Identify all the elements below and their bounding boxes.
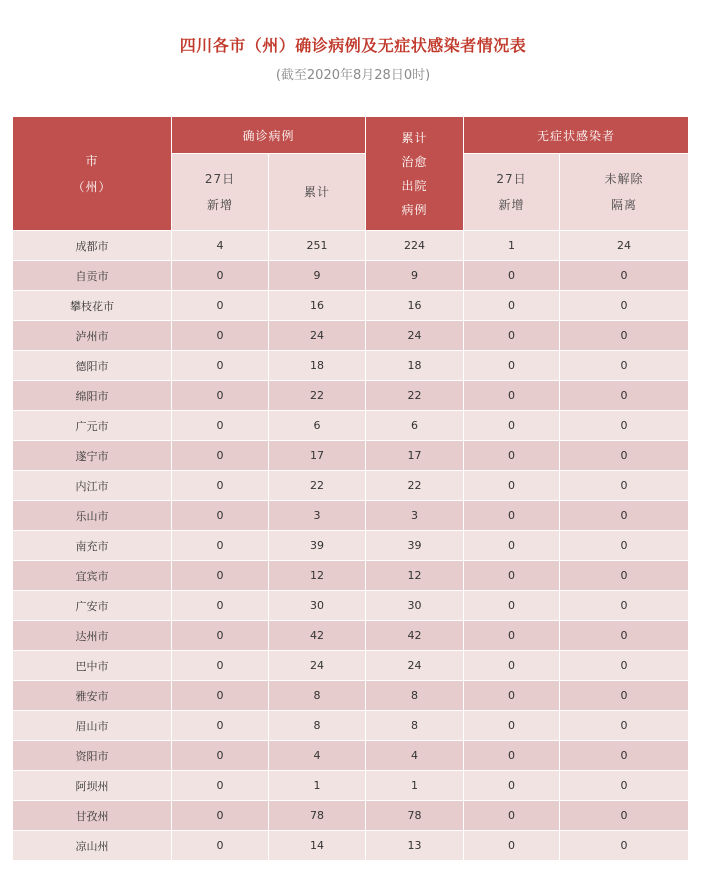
cell-total: 6 [269, 411, 366, 441]
cell-recovered: 39 [366, 531, 464, 561]
table-row [13, 501, 689, 531]
page-subtitle: (截至2020年8月28日0时) [275, 68, 431, 83]
cell-recovered: 22 [366, 471, 464, 501]
cell-new: 0 [172, 801, 269, 831]
cell-new: 0 [172, 771, 269, 801]
header-new-27-line2: 新增 [206, 198, 233, 212]
cell-recovered: 22 [366, 381, 464, 411]
header-recovered [366, 117, 464, 231]
cell-isolation: 0 [560, 651, 689, 681]
cell-total: 30 [269, 591, 366, 621]
header-unreleased [560, 154, 689, 231]
cell-recovered: 78 [366, 801, 464, 831]
header-asym-new-27 [464, 154, 560, 231]
cell-new: 0 [172, 261, 269, 291]
header-city-line1: 市 [85, 153, 99, 168]
cell-isolation: 0 [560, 771, 689, 801]
cell-recovered: 8 [366, 711, 464, 741]
cell-total: 24 [269, 321, 366, 351]
cell-city: 绵阳市 [13, 381, 172, 411]
cell-new: 0 [172, 471, 269, 501]
header-new-27-line1: 27日 [204, 172, 236, 186]
cell-total: 251 [269, 231, 366, 261]
cell-asym-new: 0 [464, 501, 560, 531]
cell-city: 自贡市 [13, 261, 172, 291]
cell-isolation: 0 [560, 681, 689, 711]
cell-total: 1 [269, 771, 366, 801]
cell-city: 眉山市 [13, 711, 172, 741]
cell-recovered: 24 [366, 651, 464, 681]
cell-new: 0 [172, 591, 269, 621]
cell-total: 8 [269, 711, 366, 741]
cell-isolation: 0 [560, 711, 689, 741]
cell-recovered: 30 [366, 591, 464, 621]
cell-asym-new: 0 [464, 801, 560, 831]
cell-city: 宜宾市 [13, 561, 172, 591]
table-row [13, 711, 689, 741]
cell-city: 凉山州 [13, 831, 172, 861]
table-row [13, 291, 689, 321]
cell-isolation: 0 [560, 351, 689, 381]
cell-isolation: 0 [560, 261, 689, 291]
cell-new: 0 [172, 531, 269, 561]
cell-isolation: 0 [560, 561, 689, 591]
cell-total: 22 [269, 471, 366, 501]
cell-recovered: 18 [366, 351, 464, 381]
header-recovered-line2: 治愈 [401, 154, 428, 169]
table-row [13, 261, 689, 291]
cell-total: 42 [269, 621, 366, 651]
cell-isolation: 0 [560, 591, 689, 621]
cell-asym-new: 0 [464, 471, 560, 501]
header-asymptomatic-group: 无症状感染者 [464, 117, 689, 154]
cell-total: 78 [269, 801, 366, 831]
cell-isolation: 24 [560, 231, 689, 261]
table-row [13, 801, 689, 831]
table-row [13, 771, 689, 801]
cell-city: 雅安市 [13, 681, 172, 711]
table-row [13, 831, 689, 861]
cell-new: 0 [172, 501, 269, 531]
cell-recovered: 17 [366, 441, 464, 471]
cell-city: 泸州市 [13, 321, 172, 351]
cell-asym-new: 0 [464, 531, 560, 561]
table-row [13, 351, 689, 381]
cell-asym-new: 0 [464, 561, 560, 591]
header-asym-new-line1: 27日 [496, 172, 527, 186]
cell-recovered: 16 [366, 291, 464, 321]
header-unreleased-line1: 未解除 [604, 172, 644, 186]
cell-new: 0 [172, 711, 269, 741]
cell-city: 攀枝花市 [13, 291, 172, 321]
cell-new: 0 [172, 741, 269, 771]
cell-new: 0 [172, 291, 269, 321]
table-row [13, 321, 689, 351]
cell-new: 0 [172, 411, 269, 441]
cell-total: 24 [269, 651, 366, 681]
cell-asym-new: 0 [464, 591, 560, 621]
cell-city: 广元市 [13, 411, 172, 441]
cell-recovered: 9 [366, 261, 464, 291]
cell-isolation: 0 [560, 501, 689, 531]
cell-isolation: 0 [560, 381, 689, 411]
cell-city: 巴中市 [13, 651, 172, 681]
cell-isolation: 0 [560, 441, 689, 471]
header-asym-new-line2: 新增 [498, 198, 525, 212]
cell-total: 16 [269, 291, 366, 321]
cell-total: 12 [269, 561, 366, 591]
cell-new: 4 [172, 231, 269, 261]
cell-isolation: 0 [560, 291, 689, 321]
cell-total: 18 [269, 351, 366, 381]
cell-recovered: 24 [366, 321, 464, 351]
cell-city: 德阳市 [13, 351, 172, 381]
table-body [13, 231, 689, 861]
cell-city: 内江市 [13, 471, 172, 501]
cell-asym-new: 1 [464, 231, 560, 261]
cell-asym-new: 0 [464, 741, 560, 771]
cell-recovered: 8 [366, 681, 464, 711]
cell-new: 0 [172, 831, 269, 861]
cell-new: 0 [172, 681, 269, 711]
cell-asym-new: 0 [464, 291, 560, 321]
table-row [13, 471, 689, 501]
cell-city: 甘孜州 [13, 801, 172, 831]
header-recovered-line3: 出院 [401, 178, 428, 193]
cell-recovered: 13 [366, 831, 464, 861]
cell-total: 4 [269, 741, 366, 771]
table-row [13, 591, 689, 621]
cell-total: 3 [269, 501, 366, 531]
cell-total: 39 [269, 531, 366, 561]
header-confirmed-group: 确诊病例 [172, 117, 366, 154]
table-row [13, 651, 689, 681]
cell-asym-new: 0 [464, 381, 560, 411]
table-row [13, 681, 689, 711]
cell-city: 资阳市 [13, 741, 172, 771]
cell-asym-new: 0 [464, 681, 560, 711]
cell-asym-new: 0 [464, 711, 560, 741]
cell-isolation: 0 [560, 831, 689, 861]
page-title: 四川各市（州）确诊病例及无症状感染者情况表 [179, 36, 527, 55]
cell-new: 0 [172, 321, 269, 351]
table-row [13, 531, 689, 561]
cell-isolation: 0 [560, 321, 689, 351]
cell-asym-new: 0 [464, 261, 560, 291]
table-row [13, 231, 689, 261]
cell-asym-new: 0 [464, 441, 560, 471]
cell-recovered: 6 [366, 411, 464, 441]
header-city [13, 117, 172, 231]
cell-city: 南充市 [13, 531, 172, 561]
cell-new: 0 [172, 351, 269, 381]
table-row [13, 411, 689, 441]
cell-recovered: 224 [366, 231, 464, 261]
cell-total: 9 [269, 261, 366, 291]
cell-recovered: 1 [366, 771, 464, 801]
table-row [13, 561, 689, 591]
cell-city: 广安市 [13, 591, 172, 621]
header-recovered-line1: 累计 [401, 130, 428, 145]
cell-asym-new: 0 [464, 651, 560, 681]
header-unreleased-line2: 隔离 [611, 198, 638, 212]
table-row [13, 381, 689, 411]
cell-new: 0 [172, 441, 269, 471]
cell-total: 22 [269, 381, 366, 411]
cell-recovered: 3 [366, 501, 464, 531]
cell-asym-new: 0 [464, 621, 560, 651]
cell-city: 乐山市 [13, 501, 172, 531]
cell-asym-new: 0 [464, 411, 560, 441]
cell-total: 17 [269, 441, 366, 471]
cell-new: 0 [172, 561, 269, 591]
cell-isolation: 0 [560, 621, 689, 651]
cell-asym-new: 0 [464, 831, 560, 861]
cell-isolation: 0 [560, 741, 689, 771]
cell-isolation: 0 [560, 801, 689, 831]
cell-recovered: 42 [366, 621, 464, 651]
cell-recovered: 4 [366, 741, 464, 771]
cell-new: 0 [172, 651, 269, 681]
cell-total: 14 [269, 831, 366, 861]
cell-new: 0 [172, 621, 269, 651]
cell-city: 成都市 [13, 231, 172, 261]
cell-asym-new: 0 [464, 351, 560, 381]
cell-isolation: 0 [560, 411, 689, 441]
cell-isolation: 0 [560, 471, 689, 501]
cell-new: 0 [172, 381, 269, 411]
cases-table [12, 116, 689, 861]
table-row [13, 621, 689, 651]
cell-recovered: 12 [366, 561, 464, 591]
cell-total: 8 [269, 681, 366, 711]
cell-asym-new: 0 [464, 771, 560, 801]
header-recovered-line4: 病例 [401, 202, 428, 217]
header-cumulative: 累计 [269, 154, 366, 231]
cell-city: 阿坝州 [13, 771, 172, 801]
cell-asym-new: 0 [464, 321, 560, 351]
cell-city: 达州市 [13, 621, 172, 651]
header-city-line2: （州） [72, 179, 112, 194]
header-new-27 [172, 154, 269, 231]
table-row [13, 441, 689, 471]
cell-isolation: 0 [560, 531, 689, 561]
cell-city: 遂宁市 [13, 441, 172, 471]
table-row [13, 741, 689, 771]
